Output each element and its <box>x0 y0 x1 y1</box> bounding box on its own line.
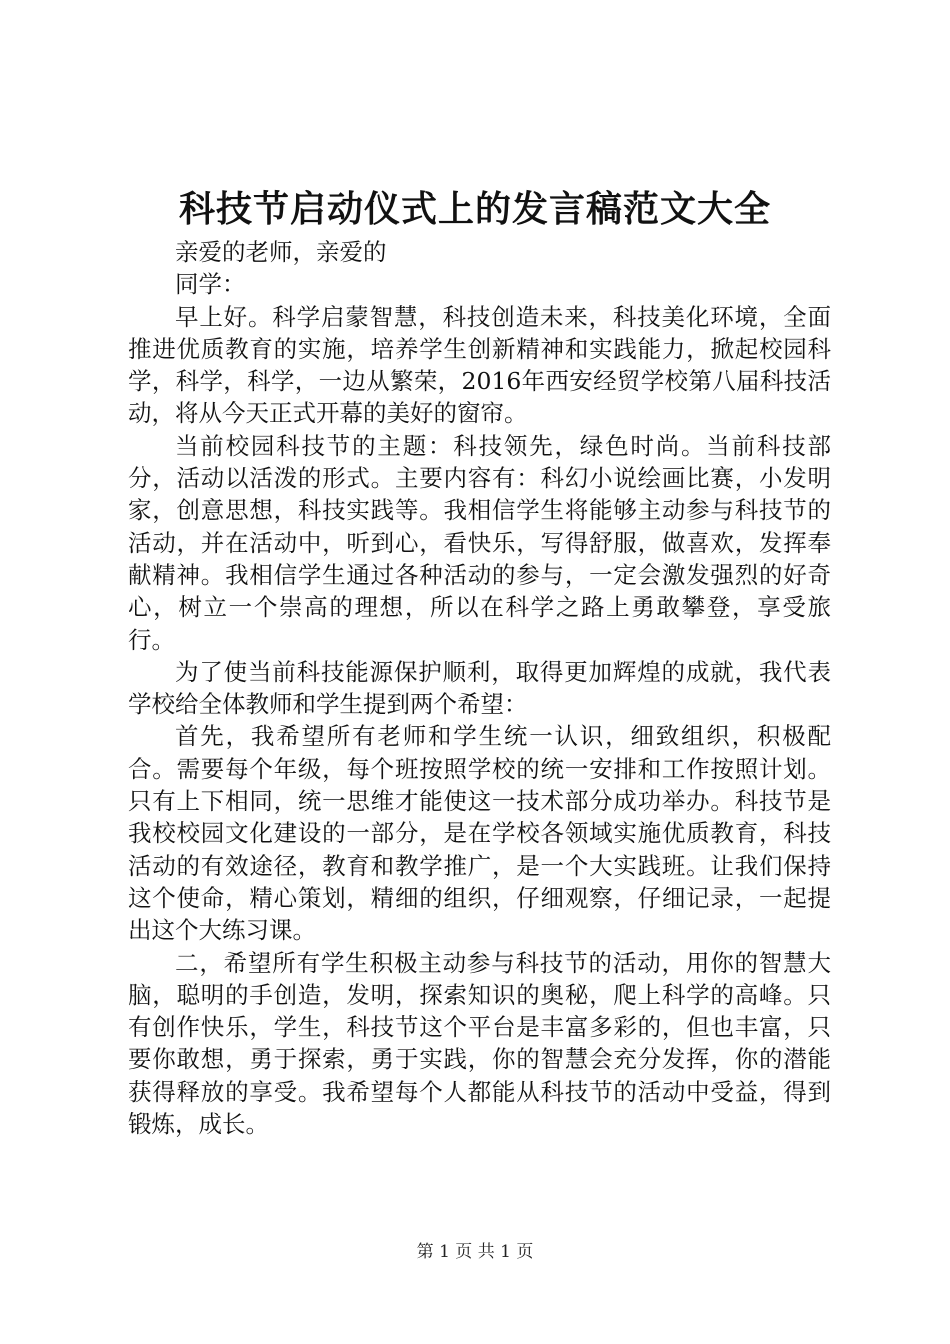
paragraph-first-hope: 首先，我希望所有老师和学生统一认识，细致组织，积极配合。需要每个年级，每个班按照学校的统一安排和工作按照计划。只有上下相同，统一思维才能使这一技术部分成功举办。科技节是我校校园文化建设的一部分，是在学校各领域实施优质教育，科技活动的有效途径，教育和教学推广，是一个大实践班。让我们保持这个使命，精心策划，精细的组织，仔细观察，仔细记录，一起提出这个大练习课。 <box>128 722 831 945</box>
paragraph-second-hope: 二，希望所有学生积极主动参与科技节的活动，用你的智慧大脑，聪明的手创造，发明，探索知识的奥秘，爬上科学的高峰。只有创作快乐，学生，科技节这个平台是丰富多彩的，但也丰富，只要你敢想，勇于探索，勇于实践，你的智慧会充分发挥，你的潜能获得释放的享受。我希望每个人都能从科技节的活动中受益，得到锻炼，成长。 <box>128 948 831 1139</box>
paragraph-hopes-intro: 为了使当前科技能源保护顺利，取得更加辉煌的成就，我代表学校给全体教师和学生提到两个希望： <box>128 657 831 719</box>
salutation-line-2: 同学： <box>175 270 246 299</box>
paragraph-greeting: 早上好。科学启蒙智慧，科技创造未来，科技美化环境，全面推进优质教育的实施，培养学生创新精神和实践能力，掀起校园科学，科学，科学，一边从繁荣，2016年西安经贸学校第八届科技活动，将从今天正式开幕的美好的窗帘。 <box>128 302 831 428</box>
paragraph-theme: 当前校园科技节的主题：科技领先，绿色时尚。当前科技部分，活动以活泼的形式。主要内容有：科幻小说绘画比赛，小发明家，创意思想，科技实践等。我相信学生将能够主动参与科技节的活动，并在活动中，听到心，看快乐，写得舒服，做喜欢，发挥奉献精神。我相信学生通过各种活动的参与，一定会激发强烈的好奇心，树立一个崇高的理想，所以在科学之路上勇敢攀登，享受旅行。 <box>128 431 831 654</box>
page-footer: 第 1 页 共 1 页 <box>416 1242 534 1262</box>
salutation-line-1: 亲爱的老师，亲爱的 <box>175 238 387 266</box>
document-title: 科技节启动仪式上的发言稿范文大全 <box>178 188 771 230</box>
document-body <box>128 236 831 1140</box>
